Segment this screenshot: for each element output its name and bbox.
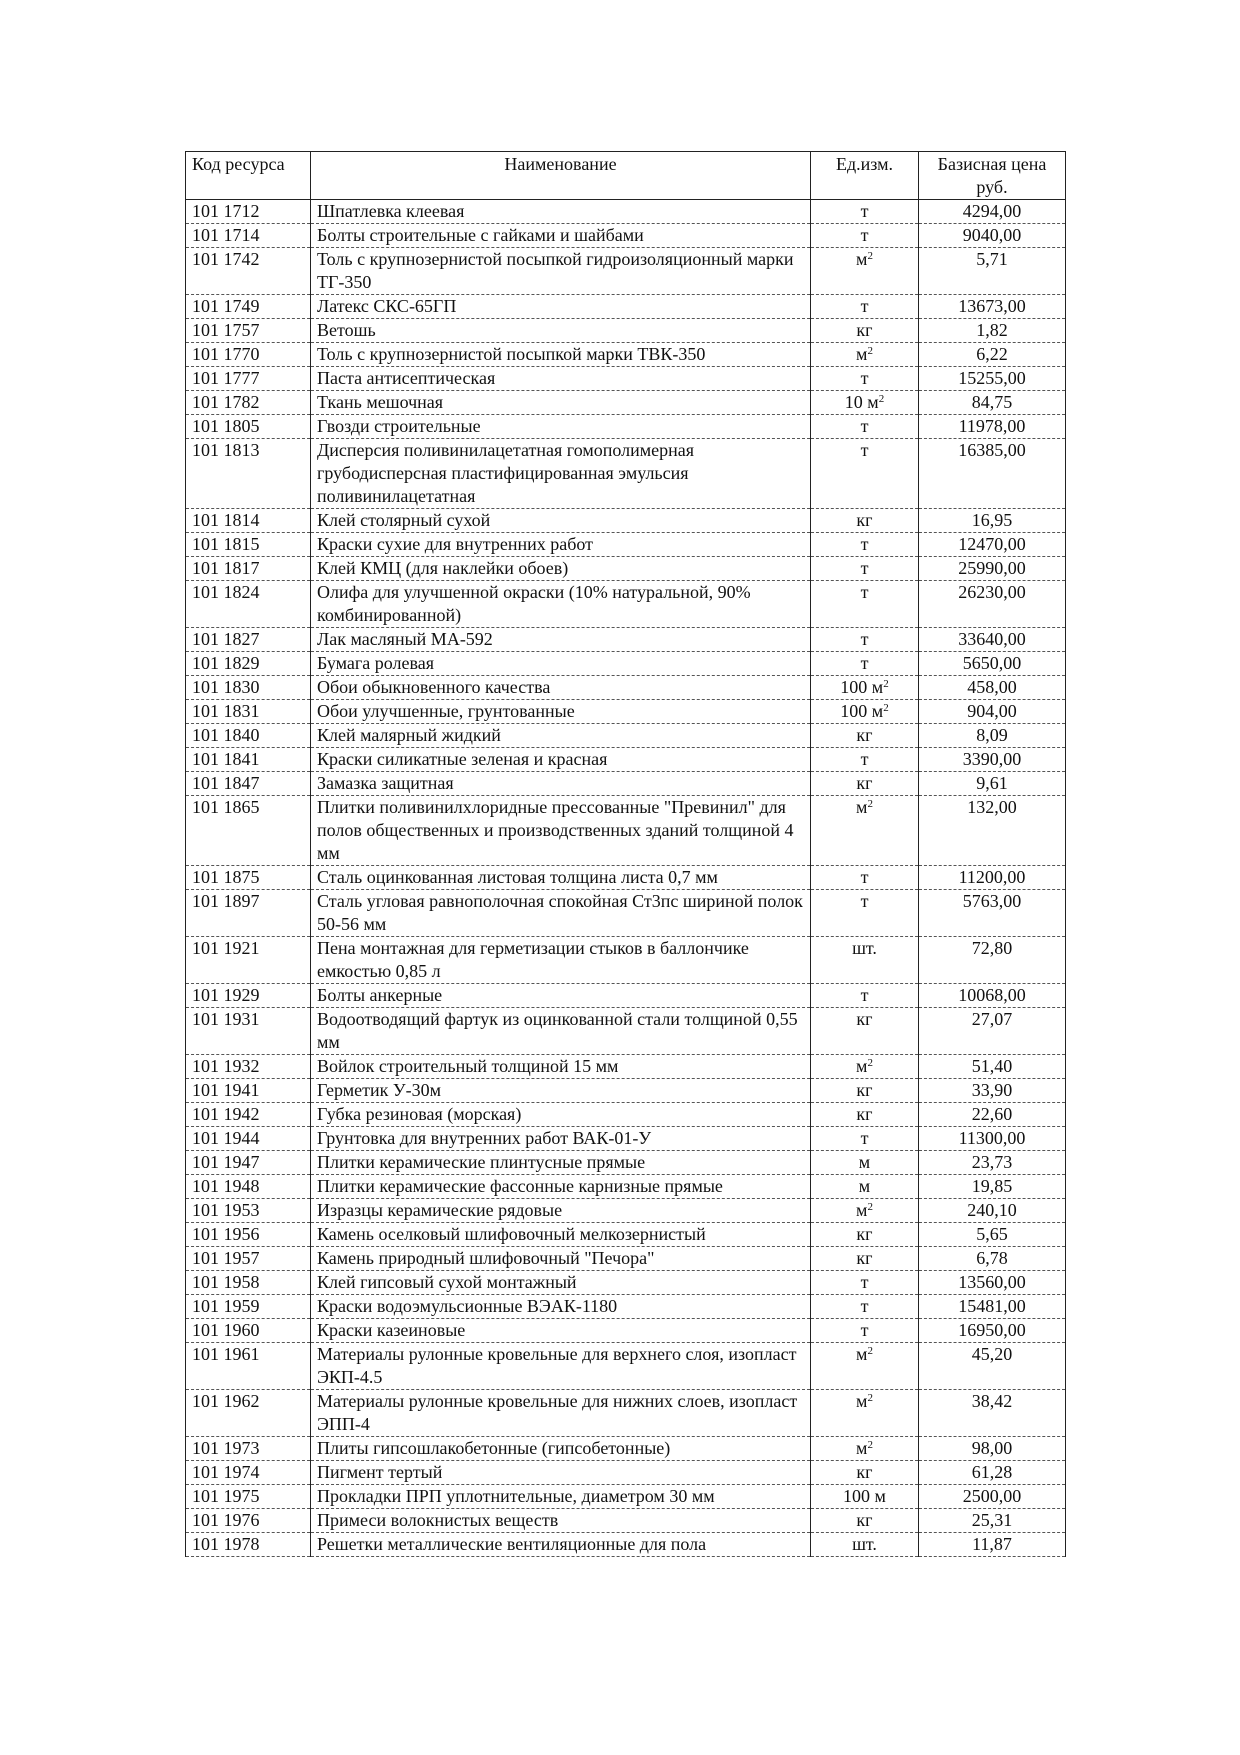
unit-cell (811, 1509, 919, 1533)
resource-code-cell: 101 1830 (186, 676, 311, 700)
base-price-cell: 19,85 (919, 1175, 1066, 1199)
resource-name-cell: Материалы рулонные кровельные для нижних слоев, изопласт ЭПП-4 (311, 1390, 811, 1437)
resource-name-cell: Бумага ролевая (311, 652, 811, 676)
unit-exponent: 2 (867, 1392, 873, 1404)
base-price-cell: 15481,00 (919, 1295, 1066, 1319)
unit-text: т (860, 558, 869, 578)
base-price-cell: 2500,00 (919, 1485, 1066, 1509)
unit-cell (811, 724, 919, 748)
resource-name-cell: Ветошь (311, 319, 811, 343)
base-price-cell: 33,90 (919, 1079, 1066, 1103)
unit-cell (811, 533, 919, 557)
resource-name-cell: Клей столярный сухой (311, 509, 811, 533)
resource-name-cell: Обои улучшенные, грунтованные (311, 700, 811, 724)
resource-name-cell: Паста антисептическая (311, 367, 811, 391)
resource-code-cell: 101 1921 (186, 937, 311, 984)
resource-code-cell: 101 1929 (186, 984, 311, 1008)
resource-code-cell: 101 1847 (186, 772, 311, 796)
header-unit: Ед.изм. (811, 152, 919, 200)
resource-code-cell: 101 1757 (186, 319, 311, 343)
resource-name-cell: Плитки керамические плинтусные прямые (311, 1151, 811, 1175)
unit-text: т (860, 225, 869, 245)
resource-name-cell: Сталь оцинкованная листовая толщина листа 0,7 мм (311, 866, 811, 890)
unit-cell (811, 319, 919, 343)
unit-exponent: 2 (867, 798, 873, 810)
table-row (186, 439, 1066, 509)
table-row (186, 1319, 1066, 1343)
base-price-cell: 72,80 (919, 937, 1066, 984)
unit-text: кг (856, 320, 873, 340)
resource-code-cell: 101 1875 (186, 866, 311, 890)
unit-cell (811, 1461, 919, 1485)
base-price-cell: 13673,00 (919, 295, 1066, 319)
table-row (186, 557, 1066, 581)
unit-text: м (856, 1438, 868, 1458)
table-row (186, 367, 1066, 391)
table-row (186, 1295, 1066, 1319)
resource-code-cell: 101 1782 (186, 391, 311, 415)
unit-cell (811, 200, 919, 224)
resource-name-cell: Латекс СКС-65ГП (311, 295, 811, 319)
unit-text: м (856, 1200, 868, 1220)
unit-cell (811, 1247, 919, 1271)
table-row (186, 581, 1066, 628)
resource-name-cell: Прокладки ПРП уплотнительные, диаметром 30 мм (311, 1485, 811, 1509)
table-row (186, 866, 1066, 890)
unit-text: кг (856, 1009, 873, 1029)
table-row (186, 533, 1066, 557)
resource-name-cell: Толь с крупнозернистой посыпкой гидроизоляционный марки ТГ-350 (311, 248, 811, 295)
resource-code-cell: 101 1976 (186, 1509, 311, 1533)
resource-code-cell: 101 1941 (186, 1079, 311, 1103)
base-price-cell: 240,10 (919, 1199, 1066, 1223)
unit-cell (811, 628, 919, 652)
unit-cell (811, 676, 919, 700)
resource-name-cell: Краски казеиновые (311, 1319, 811, 1343)
unit-text: кг (856, 1080, 873, 1100)
unit-text: кг (856, 1248, 873, 1268)
resource-name-cell: Обои обыкновенного качества (311, 676, 811, 700)
unit-text: кг (856, 1104, 873, 1124)
unit-exponent: 2 (867, 1057, 873, 1069)
table-row (186, 1271, 1066, 1295)
resource-code-cell: 101 1975 (186, 1485, 311, 1509)
unit-text: т (860, 416, 869, 436)
resource-name-cell: Пигмент тертый (311, 1461, 811, 1485)
unit-text: т (860, 296, 869, 316)
unit-exponent: 2 (867, 345, 873, 357)
resource-code-cell: 101 1813 (186, 439, 311, 509)
resource-code-cell: 101 1953 (186, 1199, 311, 1223)
resource-name-cell: Войлок строительный толщиной 15 мм (311, 1055, 811, 1079)
resource-code-cell: 101 1931 (186, 1008, 311, 1055)
unit-cell (811, 1295, 919, 1319)
header-row (186, 152, 1066, 200)
table-row (186, 1343, 1066, 1390)
unit-text: кг (856, 773, 873, 793)
unit-cell (811, 937, 919, 984)
header-name: Наименование (311, 152, 811, 200)
table-row (186, 748, 1066, 772)
table-row (186, 224, 1066, 248)
table-row (186, 1247, 1066, 1271)
unit-cell (811, 1271, 919, 1295)
base-price-cell: 25990,00 (919, 557, 1066, 581)
unit-cell (811, 439, 919, 509)
base-price-cell: 98,00 (919, 1437, 1066, 1461)
resource-code-cell: 101 1973 (186, 1437, 311, 1461)
resource-name-cell: Болты строительные с гайками и шайбами (311, 224, 811, 248)
resource-code-cell: 101 1742 (186, 248, 311, 295)
resource-code-cell: 101 1944 (186, 1127, 311, 1151)
base-price-cell: 6,22 (919, 343, 1066, 367)
table-row (186, 724, 1066, 748)
table-row (186, 343, 1066, 367)
resource-name-cell: Изразцы керамические рядовые (311, 1199, 811, 1223)
unit-cell (811, 652, 919, 676)
base-price-cell: 8,09 (919, 724, 1066, 748)
resource-name-cell: Плитки поливинилхлоридные прессованные "Превинил" для полов общественных и производственных зданий толщиной 4 мм (311, 796, 811, 866)
base-price-cell: 5,65 (919, 1223, 1066, 1247)
resource-name-cell: Камень природный шлифовочный "Печора" (311, 1247, 811, 1271)
unit-text: т (860, 749, 869, 769)
base-price-cell: 9040,00 (919, 224, 1066, 248)
unit-cell (811, 1390, 919, 1437)
resource-name-cell: Камень оселковый шлифовочный мелкозернистый (311, 1223, 811, 1247)
resource-code-cell: 101 1831 (186, 700, 311, 724)
table-row (186, 1485, 1066, 1509)
unit-text: кг (856, 725, 873, 745)
table-header (186, 152, 1066, 200)
unit-cell (811, 1223, 919, 1247)
unit-text: т (860, 368, 869, 388)
resource-name-cell: Краски силикатные зеленая и красная (311, 748, 811, 772)
table-row (186, 1127, 1066, 1151)
resource-code-cell: 101 1770 (186, 343, 311, 367)
resource-code-cell: 101 1777 (186, 367, 311, 391)
table-row (186, 248, 1066, 295)
base-price-cell: 132,00 (919, 796, 1066, 866)
base-price-cell: 3390,00 (919, 748, 1066, 772)
unit-cell (811, 1151, 919, 1175)
unit-text: 100 м (840, 701, 884, 721)
base-price-cell: 458,00 (919, 676, 1066, 700)
table-row (186, 319, 1066, 343)
unit-cell (811, 295, 919, 319)
base-price-cell: 23,73 (919, 1151, 1066, 1175)
resource-code-cell: 101 1932 (186, 1055, 311, 1079)
base-price-cell: 16950,00 (919, 1319, 1066, 1343)
resource-name-cell: Клей КМЦ (для наклейки обоев) (311, 557, 811, 581)
unit-cell (811, 1175, 919, 1199)
base-price-cell: 10068,00 (919, 984, 1066, 1008)
base-price-cell: 11300,00 (919, 1127, 1066, 1151)
unit-cell (811, 1127, 919, 1151)
unit-text: 10 м (844, 392, 879, 412)
resource-name-cell: Клей малярный жидкий (311, 724, 811, 748)
resource-code-cell: 101 1712 (186, 200, 311, 224)
table-row (186, 1103, 1066, 1127)
base-price-cell: 33640,00 (919, 628, 1066, 652)
resource-code-cell: 101 1829 (186, 652, 311, 676)
resource-code-cell: 101 1805 (186, 415, 311, 439)
resource-name-cell: Плиты гипсошлакобетонные (гипсобетонные) (311, 1437, 811, 1461)
base-price-cell: 16,95 (919, 509, 1066, 533)
unit-cell (811, 796, 919, 866)
unit-text: кг (856, 1462, 873, 1482)
unit-cell (811, 343, 919, 367)
unit-text: т (860, 534, 869, 554)
resource-code-cell: 101 1749 (186, 295, 311, 319)
resource-code-cell: 101 1961 (186, 1343, 311, 1390)
resource-name-cell: Губка резиновая (морская) (311, 1103, 811, 1127)
unit-cell (811, 748, 919, 772)
unit-text: м (856, 1056, 868, 1076)
base-price-cell: 11200,00 (919, 866, 1066, 890)
unit-text: т (860, 1296, 869, 1316)
resource-name-cell: Гвозди строительные (311, 415, 811, 439)
unit-cell (811, 581, 919, 628)
base-price-cell: 904,00 (919, 700, 1066, 724)
unit-cell (811, 1533, 919, 1557)
table-row (186, 1055, 1066, 1079)
table-row (186, 772, 1066, 796)
base-price-cell: 9,61 (919, 772, 1066, 796)
resource-code-cell: 101 1714 (186, 224, 311, 248)
resource-name-cell: Болты анкерные (311, 984, 811, 1008)
table-row (186, 628, 1066, 652)
unit-text: м (856, 797, 868, 817)
unit-cell (811, 367, 919, 391)
unit-text: м (856, 249, 868, 269)
base-price-cell: 38,42 (919, 1390, 1066, 1437)
unit-cell (811, 415, 919, 439)
base-price-cell: 45,20 (919, 1343, 1066, 1390)
resource-code-cell: 101 1942 (186, 1103, 311, 1127)
table-row (186, 652, 1066, 676)
unit-text: т (860, 629, 869, 649)
resource-code-cell: 101 1947 (186, 1151, 311, 1175)
unit-cell (811, 248, 919, 295)
resource-name-cell: Олифа для улучшенной окраски (10% натуральной, 90% комбинированной) (311, 581, 811, 628)
resource-code-cell: 101 1897 (186, 890, 311, 937)
resource-price-table (185, 151, 1066, 1557)
table-row (186, 1079, 1066, 1103)
resource-name-cell: Клей гипсовый сухой монтажный (311, 1271, 811, 1295)
unit-text: т (860, 1128, 869, 1148)
unit-cell (811, 509, 919, 533)
unit-cell (811, 1485, 919, 1509)
table-row (186, 700, 1066, 724)
resource-code-cell: 101 1815 (186, 533, 311, 557)
base-price-cell: 13560,00 (919, 1271, 1066, 1295)
unit-text: т (860, 582, 869, 602)
unit-exponent: 2 (878, 393, 885, 405)
resource-name-cell: Краски сухие для внутренних работ (311, 533, 811, 557)
unit-text: кг (856, 1510, 873, 1530)
resource-name-cell: Пена монтажная для герметизации стыков в баллончике емкостью 0,85 л (311, 937, 811, 984)
unit-cell (811, 700, 919, 724)
resource-name-cell: Герметик У-30м (311, 1079, 811, 1103)
resource-code-cell: 101 1962 (186, 1390, 311, 1437)
unit-text: 100 м (843, 1486, 886, 1506)
table-row (186, 200, 1066, 224)
resource-code-cell: 101 1974 (186, 1461, 311, 1485)
table-row (186, 984, 1066, 1008)
unit-text: м (856, 1344, 868, 1364)
base-price-cell: 11,87 (919, 1533, 1066, 1557)
base-price-cell: 84,75 (919, 391, 1066, 415)
unit-cell (811, 866, 919, 890)
unit-text: м (856, 1391, 868, 1411)
unit-exponent: 2 (867, 1201, 873, 1213)
unit-text: т (860, 867, 869, 887)
base-price-cell: 5763,00 (919, 890, 1066, 937)
resource-code-cell: 101 1956 (186, 1223, 311, 1247)
resource-code-cell: 101 1978 (186, 1533, 311, 1557)
table-body (186, 200, 1066, 1557)
resource-name-cell: Замазка защитная (311, 772, 811, 796)
table-row (186, 890, 1066, 937)
resource-code-cell: 101 1960 (186, 1319, 311, 1343)
unit-text: м (858, 1176, 871, 1196)
resource-name-cell: Примеси волокнистых веществ (311, 1509, 811, 1533)
base-price-cell: 5,71 (919, 248, 1066, 295)
resource-name-cell: Сталь угловая равнополочная спокойная Ст3пс шириной полок 50-56 мм (311, 890, 811, 937)
header-resource-code: Код ресурса (186, 152, 311, 200)
unit-text: т (860, 1320, 869, 1340)
resource-code-cell: 101 1841 (186, 748, 311, 772)
unit-exponent: 2 (883, 678, 889, 690)
unit-exponent: 2 (867, 1439, 873, 1451)
table-row (186, 1509, 1066, 1533)
table-row (186, 295, 1066, 319)
table-row (186, 509, 1066, 533)
unit-text: 100 м (840, 677, 884, 697)
table-row (186, 415, 1066, 439)
unit-text: м (858, 1152, 871, 1172)
unit-text: шт. (852, 1534, 877, 1554)
resource-name-cell: Материалы рулонные кровельные для верхнего слоя, изопласт ЭКП-4.5 (311, 1343, 811, 1390)
base-price-cell: 6,78 (919, 1247, 1066, 1271)
unit-cell (811, 890, 919, 937)
resource-name-cell: Краски водоэмульсионные ВЭАК-1180 (311, 1295, 811, 1319)
base-price-cell: 4294,00 (919, 200, 1066, 224)
unit-cell (811, 1055, 919, 1079)
unit-text: шт. (852, 938, 877, 958)
resource-name-cell: Ткань мешочная (311, 391, 811, 415)
unit-exponent: 2 (883, 702, 889, 714)
table-row (186, 391, 1066, 415)
resource-name-cell: Грунтовка для внутренних работ ВАК-01-У (311, 1127, 811, 1151)
unit-cell (811, 224, 919, 248)
resource-name-cell: Шпатлевка клеевая (311, 200, 811, 224)
base-price-cell: 15255,00 (919, 367, 1066, 391)
unit-cell (811, 557, 919, 581)
resource-code-cell: 101 1840 (186, 724, 311, 748)
table-row (186, 1008, 1066, 1055)
unit-text: т (860, 440, 869, 460)
unit-text: т (860, 653, 869, 673)
resource-code-cell: 101 1814 (186, 509, 311, 533)
resource-code-cell: 101 1824 (186, 581, 311, 628)
unit-exponent: 2 (867, 1345, 873, 1357)
resource-name-cell: Дисперсия поливинилацетатная гомополимерная грубодисперсная пластифицированная эмульсия поливинилацетатная (311, 439, 811, 509)
table-row (186, 1461, 1066, 1485)
unit-cell (811, 772, 919, 796)
unit-text: кг (856, 1224, 873, 1244)
table-row (186, 1199, 1066, 1223)
resource-code-cell: 101 1948 (186, 1175, 311, 1199)
unit-text: т (860, 891, 869, 911)
unit-cell (811, 1437, 919, 1461)
unit-cell (811, 1199, 919, 1223)
unit-cell (811, 1343, 919, 1390)
unit-cell (811, 1319, 919, 1343)
unit-cell (811, 1079, 919, 1103)
base-price-cell: 12470,00 (919, 533, 1066, 557)
resource-name-cell: Лак масляный МА-592 (311, 628, 811, 652)
base-price-cell: 51,40 (919, 1055, 1066, 1079)
table-row (186, 676, 1066, 700)
base-price-cell: 16385,00 (919, 439, 1066, 509)
resource-name-cell: Толь с крупнозернистой посыпкой марки ТВК-350 (311, 343, 811, 367)
table-row (186, 796, 1066, 866)
unit-cell (811, 1008, 919, 1055)
table-row (186, 1175, 1066, 1199)
resource-code-cell: 101 1958 (186, 1271, 311, 1295)
base-price-cell: 1,82 (919, 319, 1066, 343)
resource-code-cell: 101 1959 (186, 1295, 311, 1319)
base-price-cell: 5650,00 (919, 652, 1066, 676)
unit-text: кг (856, 510, 873, 530)
resource-code-cell: 101 1957 (186, 1247, 311, 1271)
table-row (186, 1223, 1066, 1247)
base-price-cell: 22,60 (919, 1103, 1066, 1127)
header-base-price: Базисная цена руб. (919, 152, 1066, 200)
table-row (186, 1390, 1066, 1437)
unit-cell (811, 1103, 919, 1127)
unit-text: м (856, 344, 868, 364)
table-row (186, 937, 1066, 984)
table-row (186, 1533, 1066, 1557)
base-price-cell: 11978,00 (919, 415, 1066, 439)
resource-name-cell: Водоотводящий фартук из оцинкованной стали толщиной 0,55 мм (311, 1008, 811, 1055)
base-price-cell: 26230,00 (919, 581, 1066, 628)
base-price-cell: 25,31 (919, 1509, 1066, 1533)
base-price-cell: 61,28 (919, 1461, 1066, 1485)
unit-exponent: 2 (867, 250, 873, 262)
resource-code-cell: 101 1865 (186, 796, 311, 866)
unit-cell (811, 391, 919, 415)
table-row (186, 1437, 1066, 1461)
base-price-cell: 27,07 (919, 1008, 1066, 1055)
unit-text: т (860, 985, 869, 1005)
resource-code-cell: 101 1817 (186, 557, 311, 581)
table-row (186, 1151, 1066, 1175)
unit-cell (811, 984, 919, 1008)
resource-code-cell: 101 1827 (186, 628, 311, 652)
unit-text: т (860, 1272, 869, 1292)
resource-name-cell: Плитки керамические фассонные карнизные прямые (311, 1175, 811, 1199)
unit-text: т (860, 201, 869, 221)
resource-name-cell: Решетки металлические вентиляционные для пола (311, 1533, 811, 1557)
